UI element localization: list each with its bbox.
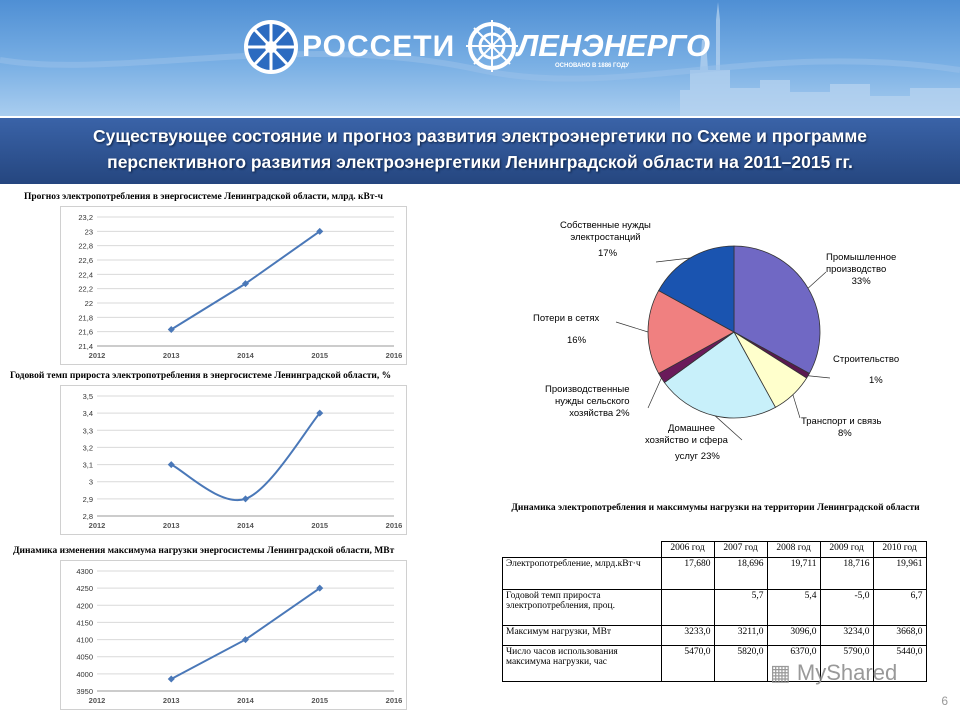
table-cell: 5470,0 [661, 646, 714, 682]
table-column-header: 2010 год [873, 542, 926, 558]
table-row-label: Годовой темп прироста электропотребления, проц. [503, 590, 662, 626]
y-tick-label: 4300 [76, 567, 93, 576]
y-tick-label: 3 [88, 477, 93, 487]
table-row-label: Электропотребление, млрд.кВт·ч [503, 558, 662, 590]
table-corner-cell [503, 542, 662, 558]
table-cell: 5790,0 [820, 646, 873, 682]
lenenergo-tagline: ОСНОВАНО В 1886 ГОДУ [555, 63, 630, 69]
table-cell: 5820,0 [714, 646, 767, 682]
table-cell: 18,716 [820, 558, 873, 590]
growth-line-chart [61, 386, 406, 534]
y-tick-label: 21,4 [78, 342, 93, 351]
table-cell: -5,0 [820, 590, 873, 626]
pie-leader-line [808, 272, 826, 288]
dynamics-table-title: Динамика электропотребления и максимумы нагрузки на территории Ленинградской области [511, 503, 920, 513]
x-tick-label: 2013 [162, 696, 180, 705]
table-header-row [503, 542, 927, 558]
y-tick-label: 22 [84, 299, 93, 308]
lenenergo-logo-icon [466, 20, 518, 72]
header-banner [0, 0, 960, 116]
consumption-chart-frame [60, 206, 407, 365]
pie-slice [648, 291, 734, 374]
y-tick-label: 22,4 [78, 270, 93, 280]
table-cell: 3234,0 [820, 626, 873, 646]
series-line [171, 413, 320, 500]
y-tick-label: 3,4 [82, 409, 93, 419]
y-tick-label: 22,8 [78, 241, 93, 251]
table-column-header: 2007 год [714, 542, 767, 558]
table-row [503, 626, 927, 646]
table-cell: 3668,0 [873, 626, 926, 646]
pie-leader-line [656, 258, 690, 262]
table-cell: 3096,0 [767, 626, 820, 646]
pie-leader-line [616, 322, 648, 332]
y-tick-label: 4000 [76, 669, 93, 679]
table-row-label: Максимум нагрузки, МВт [503, 626, 662, 646]
consumption-line-chart [61, 207, 406, 364]
y-tick-label: 23 [84, 227, 93, 237]
x-tick-label: 2016 [385, 521, 403, 530]
pie-slice [734, 246, 820, 373]
maxload-line-chart [61, 561, 406, 709]
table-cell: 5,7 [714, 590, 767, 626]
table-cell: 3211,0 [714, 626, 767, 646]
table-cell: 19,711 [767, 558, 820, 590]
x-tick-label: 2012 [88, 521, 106, 530]
y-tick-label: 4200 [76, 601, 93, 611]
title-line-2: перспективного развития электроэнергетики Ленинградской области на 2011–2015 гг. [107, 152, 853, 172]
x-tick-label: 2013 [162, 351, 180, 360]
pie-label-own-needs: Собственные нужды электростанций 17% [560, 220, 651, 259]
y-tick-label: 2,9 [82, 494, 93, 504]
table-cell: 19,961 [873, 558, 926, 590]
page-title [0, 118, 960, 184]
pie-leader-line [648, 378, 661, 408]
pie-slice [659, 332, 734, 383]
table-column-header: 2009 год [820, 542, 873, 558]
x-tick-label: 2015 [311, 521, 329, 530]
x-tick-label: 2014 [237, 351, 254, 360]
y-tick-label: 21,6 [78, 327, 93, 337]
series-line [171, 588, 320, 679]
x-tick-label: 2015 [311, 351, 329, 360]
pie-label-construction: Строительство 1% [833, 354, 900, 386]
y-tick-label: 3950 [76, 687, 93, 696]
page-number: 6 [941, 694, 948, 708]
table-row [503, 558, 927, 590]
pie-label-agriculture: Производственные нужды сельского хозяйства 2% [545, 384, 630, 419]
table-column-header: 2008 год [767, 542, 820, 558]
y-tick-label: 3,5 [82, 392, 93, 401]
pie-slice [734, 332, 807, 407]
table-cell: 5,4 [767, 590, 820, 626]
y-tick-label: 3,2 [82, 443, 93, 453]
pie-label-industry: Промышленное производство 33% [826, 252, 897, 287]
y-tick-label: 3,3 [82, 426, 93, 436]
growth-chart-frame [60, 385, 407, 535]
y-tick-label: 4050 [76, 652, 93, 662]
presentation-icon: ▦ [770, 660, 791, 685]
table-cell: 5440,0 [873, 646, 926, 682]
data-point [242, 495, 249, 502]
lenenergo-wordmark: ЛЕНЭНЕРГО [517, 28, 711, 63]
table-cell: 3233,0 [661, 626, 714, 646]
table-cell: 6,7 [873, 590, 926, 626]
y-tick-label: 22,2 [78, 284, 93, 294]
x-tick-label: 2012 [88, 351, 106, 360]
maxload-chart-frame [60, 560, 407, 710]
table-row [503, 590, 927, 626]
y-tick-label: 4150 [76, 618, 93, 628]
table-column-header: 2006 год [661, 542, 714, 558]
x-tick-label: 2016 [385, 351, 403, 360]
maxload-chart-title: Динамика изменения максимума нагрузки энергосистемы Ленинградской области, МВт [13, 546, 395, 556]
y-tick-label: 23,2 [78, 213, 93, 222]
pie-label-household: Домашнее хозяйство и сфера услуг 23% [645, 423, 728, 462]
pie-slice [734, 332, 809, 378]
y-tick-label: 3,1 [82, 460, 93, 470]
watermark: ▦ MyShared [770, 660, 898, 685]
x-tick-label: 2014 [237, 521, 254, 530]
data-point [168, 676, 175, 683]
rosseti-logo-icon [244, 20, 298, 74]
table-cell [661, 590, 714, 626]
pie-leader-line [793, 395, 800, 418]
pie-slice [664, 332, 775, 418]
table-cell: 18,696 [714, 558, 767, 590]
x-tick-label: 2014 [237, 696, 254, 705]
pie-label-losses: Потери в сетях 16% [533, 313, 600, 346]
y-tick-label: 4250 [76, 584, 93, 594]
pie-leader-line [808, 376, 830, 378]
rosseti-wordmark: РОССЕТИ [302, 30, 456, 63]
x-tick-label: 2016 [385, 696, 403, 705]
y-tick-label: 4100 [76, 635, 93, 645]
table-cell: 6370,0 [767, 646, 820, 682]
table-row-label: Число часов использования максимума нагрузки, час [503, 646, 662, 682]
consumption-chart-title: Прогноз электропотребления в энергосистеме Ленинградской области, млрд. кВт-ч [24, 192, 384, 202]
table-cell: 17,680 [661, 558, 714, 590]
x-tick-label: 2012 [88, 696, 106, 705]
pie-label-transport: Транспорт и связь 8% [801, 416, 882, 439]
y-tick-label: 22,6 [78, 256, 93, 265]
x-tick-label: 2013 [162, 521, 180, 530]
growth-chart-title: Годовой темп прироста электропотребления в энергосистеме Ленинградской области, % [10, 371, 392, 381]
y-tick-label: 21,8 [78, 313, 93, 323]
y-tick-label: 2,8 [82, 512, 93, 521]
title-line-1: Существующее состояние и прогноз развития электроэнергетики по Схеме и программе [92, 126, 868, 146]
x-tick-label: 2015 [311, 696, 329, 705]
pie-slice [659, 246, 734, 332]
header-decoration [0, 0, 960, 116]
